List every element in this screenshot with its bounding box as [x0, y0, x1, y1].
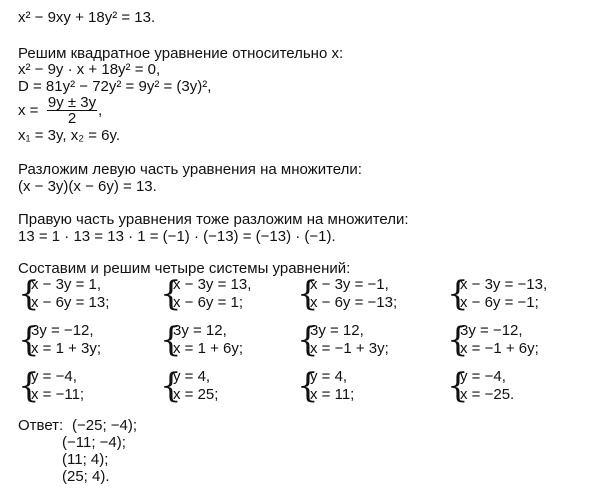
roots-denominator: 2	[67, 110, 77, 127]
roots-lhs: x =	[18, 102, 39, 119]
answer-item: (25; 4).	[62, 468, 110, 485]
system-row: x = 11;	[310, 386, 355, 403]
system-row: x = −1 + 3y;	[310, 340, 389, 357]
brace-symbol: {	[447, 274, 469, 314]
problem-equation: x² − 9xy + 18y² = 13.	[18, 9, 156, 26]
roots-numerator: 9y ± 3y	[47, 94, 97, 111]
quadratic-equation: x² − 9y · x + 18y² = 0,	[18, 61, 161, 78]
system-row: x − 6y = −13;	[310, 294, 398, 311]
system-row: x − 3y = 1,	[31, 276, 102, 293]
brace-symbol: {	[160, 274, 182, 314]
brace-symbol: {	[18, 366, 40, 406]
brace-symbol: {	[297, 366, 319, 406]
brace-symbol: {	[160, 366, 182, 406]
system-row: y = −4,	[31, 368, 77, 385]
answer-item: (11; 4);	[62, 451, 109, 468]
brace-symbol: {	[447, 366, 469, 406]
factor-header: Разложим левую часть уравнения на множители:	[18, 161, 362, 178]
brace-symbol: {	[18, 274, 40, 314]
system-row: y = −4,	[460, 368, 506, 385]
system-row: x = 1 + 3y;	[31, 340, 102, 357]
factored-equation: (x − 3y)(x − 6y) = 13.	[18, 178, 157, 195]
answer-item: (−11; −4);	[62, 434, 126, 451]
brace-symbol: {	[160, 320, 182, 360]
system-row: x − 3y = −13,	[460, 276, 548, 293]
systems-header: Составим и решим четыре системы уравнений:	[18, 260, 351, 277]
system-row: x − 6y = 1;	[173, 294, 244, 311]
system-row: y = 4,	[173, 368, 211, 385]
system-row: x = 25;	[173, 386, 219, 403]
roots-values: x₁ = 3y, x₂ = 6y.	[18, 127, 121, 144]
system-row: x = −25.	[460, 386, 515, 403]
answer-item: (−25; −4);	[72, 417, 138, 434]
system-row: x − 3y = 13,	[173, 276, 252, 293]
system-row: 3y = −12,	[31, 322, 94, 339]
system-row: x − 6y = −1;	[460, 294, 539, 311]
system-row: x = −11;	[31, 386, 85, 403]
rhs-factored: 13 = 1 · 13 = 13 · 1 = (−1) · (−13) = (−13) · (−1).	[18, 228, 336, 245]
system-row: x = 1 + 6y;	[173, 340, 244, 357]
brace-symbol: {	[447, 320, 469, 360]
system-row: x − 3y = −1,	[310, 276, 389, 293]
system-row: 3y = 12,	[173, 322, 227, 339]
system-row: 3y = −12,	[460, 322, 523, 339]
brace-symbol: {	[297, 274, 319, 314]
answer-label: Ответ:	[18, 417, 64, 434]
system-row: x = −1 + 6y;	[460, 340, 539, 357]
roots-tail: ,	[98, 102, 103, 119]
system-row: 3y = 12,	[310, 322, 364, 339]
discriminant-line: D = 81y² − 72y² = 9y² = (3y)²,	[18, 78, 212, 95]
quadratic-header: Решим квадратное уравнение относительно x:	[18, 45, 344, 62]
brace-symbol: {	[297, 320, 319, 360]
rhs-header: Правую часть уравнения тоже разложим на множители:	[18, 211, 409, 228]
system-row: y = 4,	[310, 368, 348, 385]
system-row: x − 6y = 13;	[31, 294, 110, 311]
brace-symbol: {	[18, 320, 40, 360]
